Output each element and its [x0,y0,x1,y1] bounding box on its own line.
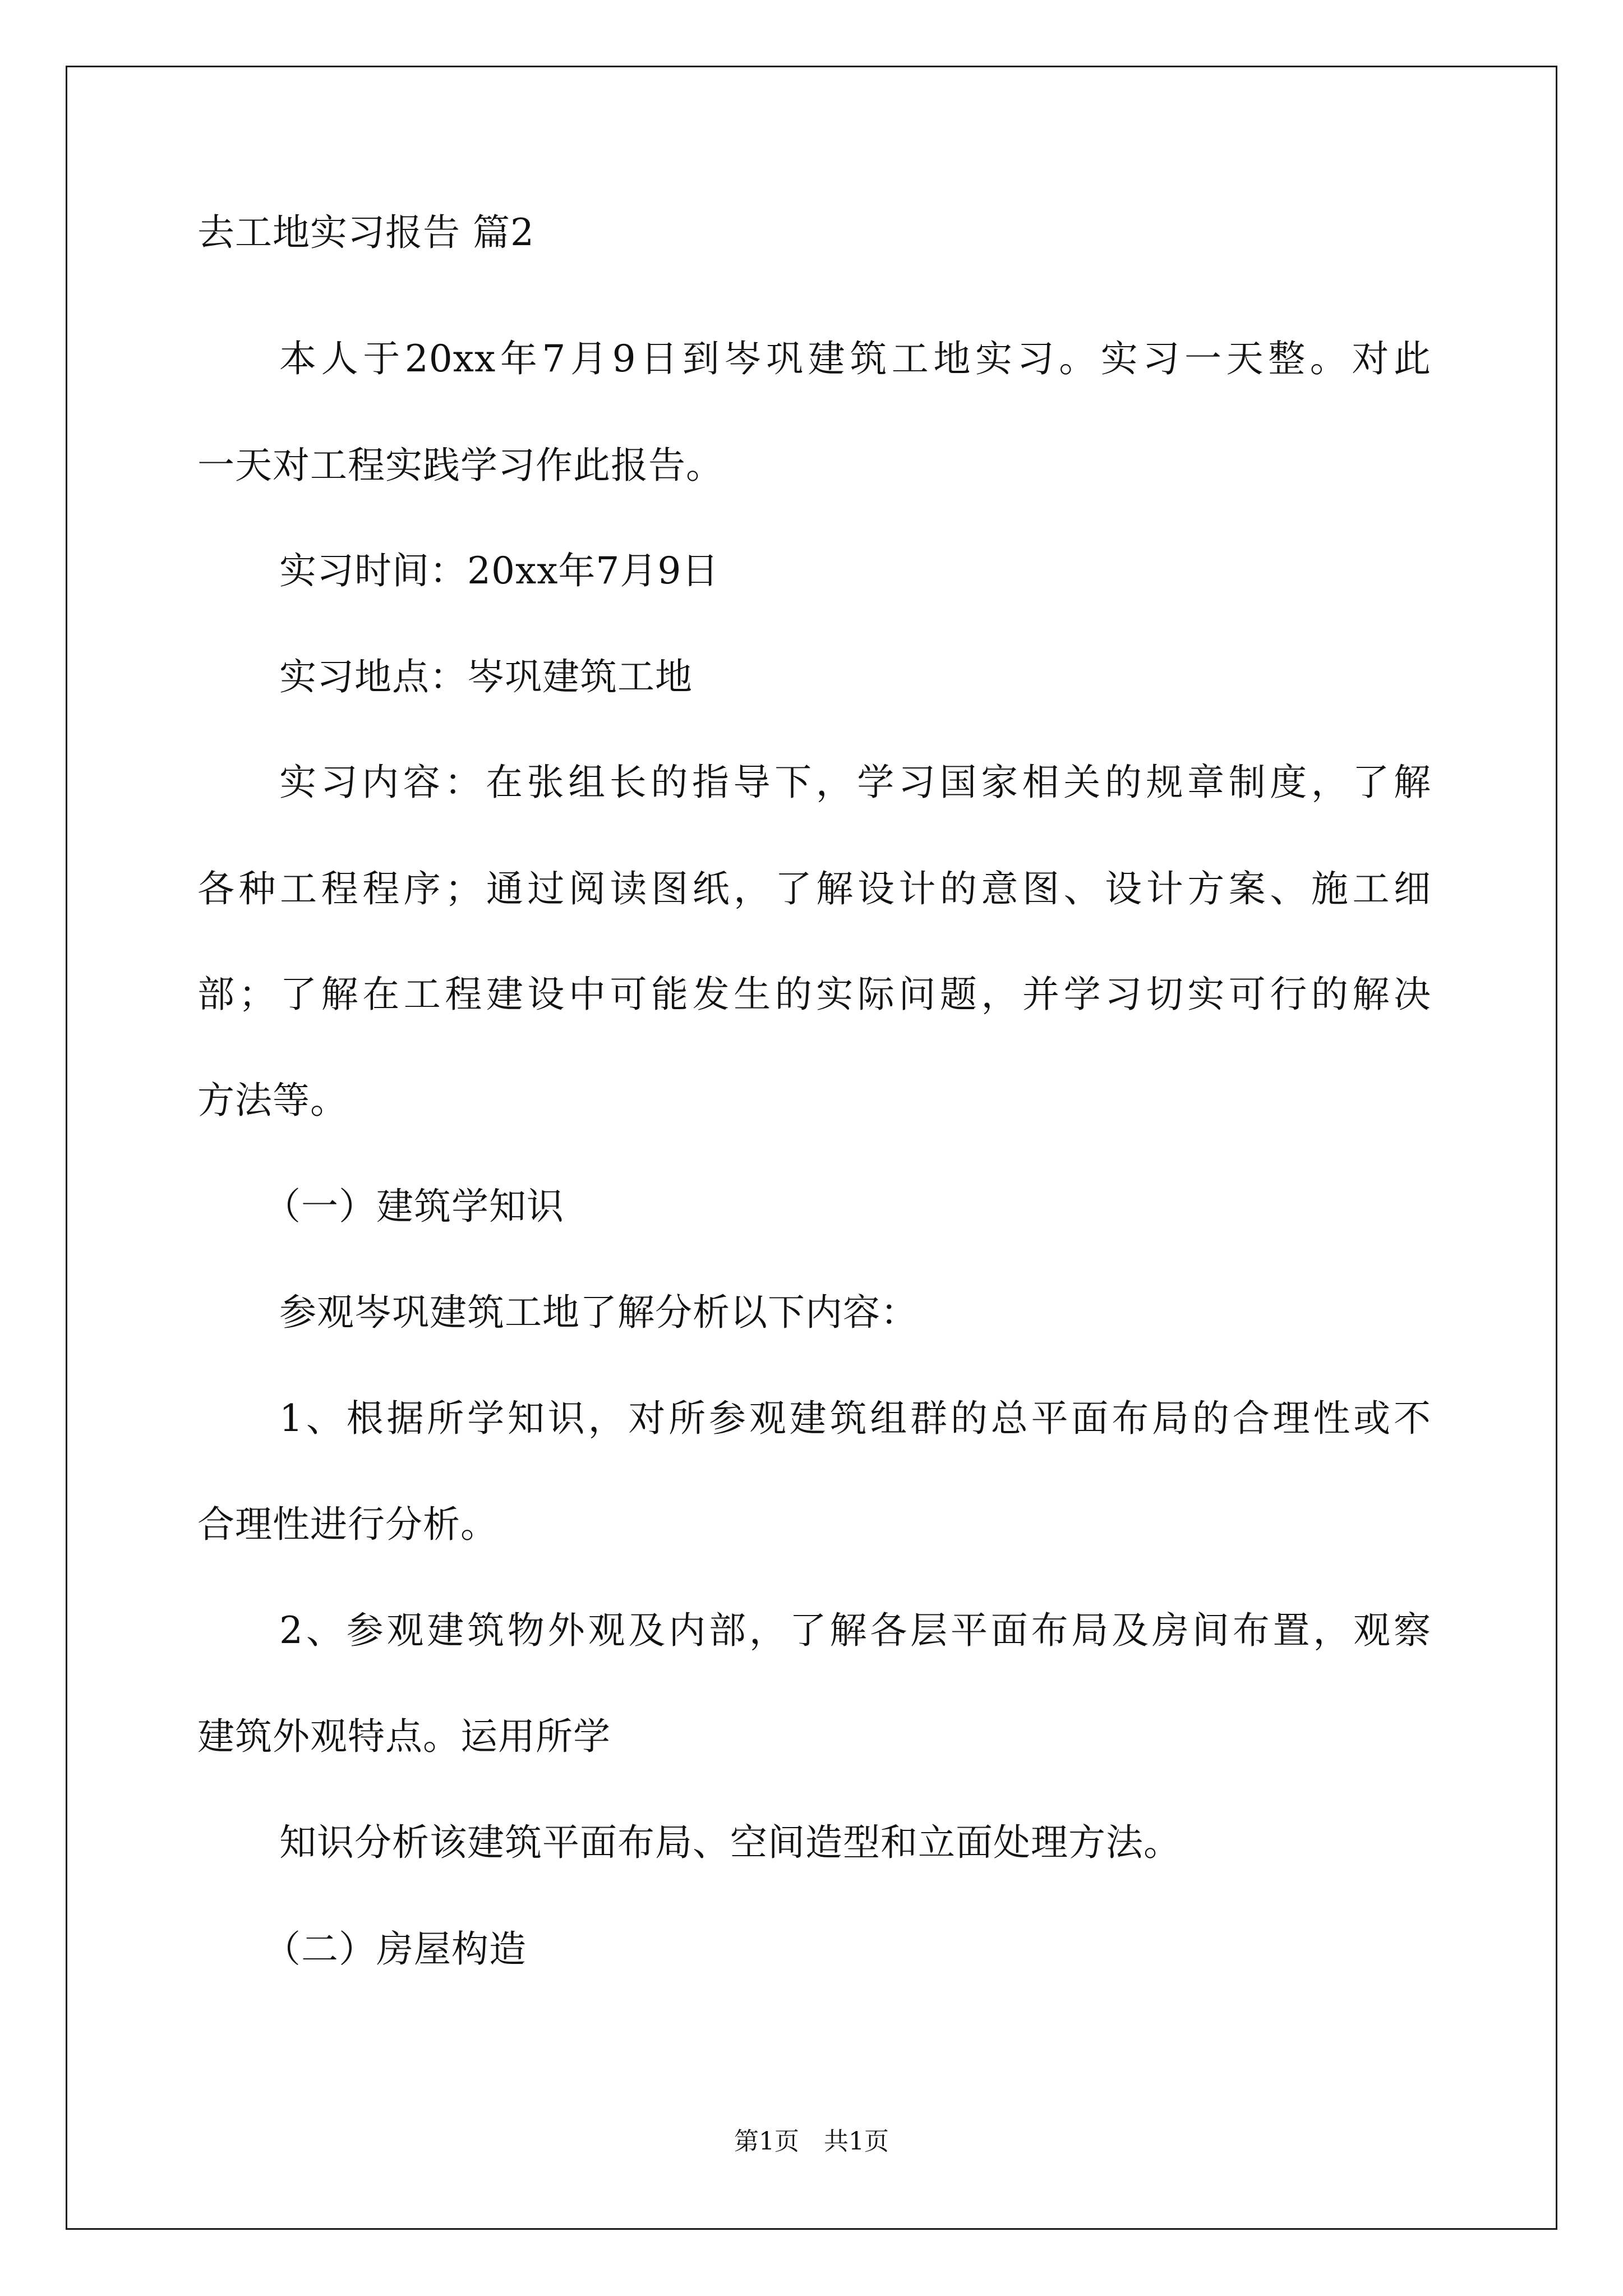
paragraph-content-line-4: 方法等。 [197,1079,348,1122]
page-number-footer: 第1页 共1页 [734,2127,889,2156]
section-heading-architecture: （一）建筑学知识 [264,1185,564,1228]
paragraph-content-line-2: 各种工程程序；通过阅读图纸，了解设计的意图、设计方案、施工细 [197,867,1431,910]
paragraph-intro-line-1: 本人于20xx年7月9日到岑巩建筑工地实习。实习一天整。对此 [279,337,1431,380]
list-item-2-line-2: 建筑外观特点。运用所学 [197,1715,611,1758]
paragraph-content-line-3: 部；了解在工程建设中可能发生的实际问题，并学习切实可行的解决 [197,973,1431,1016]
paragraph-knowledge: 知识分析该建筑平面布局、空间造型和立面处理方法。 [279,1821,1181,1864]
paragraph-intro-line-2: 一天对工程实践学习作此报告。 [197,444,723,487]
list-item-1-line-1: 1、根据所学知识，对所参观建筑组群的总平面布局的合理性或不 [279,1397,1431,1440]
internship-place: 实习地点：岑巩建筑工地 [279,655,693,698]
document-title: 去工地实习报告 篇2 [197,211,534,254]
internship-time: 实习时间：20xx年7月9日 [279,549,720,592]
page-border [66,66,1557,2230]
paragraph-visit: 参观岑巩建筑工地了解分析以下内容： [279,1291,918,1334]
section-heading-construction: （二）房屋构造 [264,1927,527,1971]
paragraph-content-line-1: 实习内容：在张组长的指导下，学习国家相关的规章制度，了解 [279,761,1431,804]
list-item-1-line-2: 合理性进行分析。 [197,1503,498,1546]
list-item-2-line-1: 2、参观建筑物外观及内部，了解各层平面布局及房间布置，观察 [279,1609,1431,1652]
